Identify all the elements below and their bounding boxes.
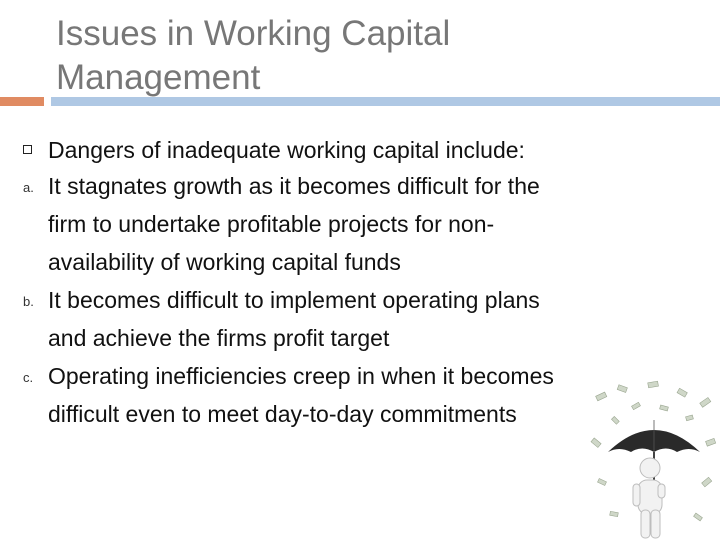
list-marker-a: a. xyxy=(23,180,34,195)
item-c-line-1: Operating inefficiencies creep in when it becomes xyxy=(48,363,554,389)
item-a-line-2: firm to undertake profitable projects for non- xyxy=(48,211,495,237)
item-b-line-2: and achieve the firms profit target xyxy=(48,325,390,351)
intro-text: Dangers of inadequate working capital include: xyxy=(48,137,525,163)
slide-title-line-1: Issues in Working Capital xyxy=(56,14,451,53)
list-marker-c: c. xyxy=(23,370,34,385)
item-a-line-1: It stagnates growth as it becomes difficult for the xyxy=(48,173,540,199)
person-figure xyxy=(633,458,665,538)
square-bullet-icon xyxy=(23,145,32,154)
umbrella-figure-illustration xyxy=(590,380,720,540)
item-c-line-2: difficult even to meet day-to-day commitments xyxy=(48,401,517,427)
item-a-line-3: availability of working capital funds xyxy=(48,249,401,275)
slide-title-line-2: Management xyxy=(56,58,261,97)
item-b-line-1: It becomes difficult to implement operating plans xyxy=(48,287,540,313)
list-marker-b: b. xyxy=(23,294,34,309)
